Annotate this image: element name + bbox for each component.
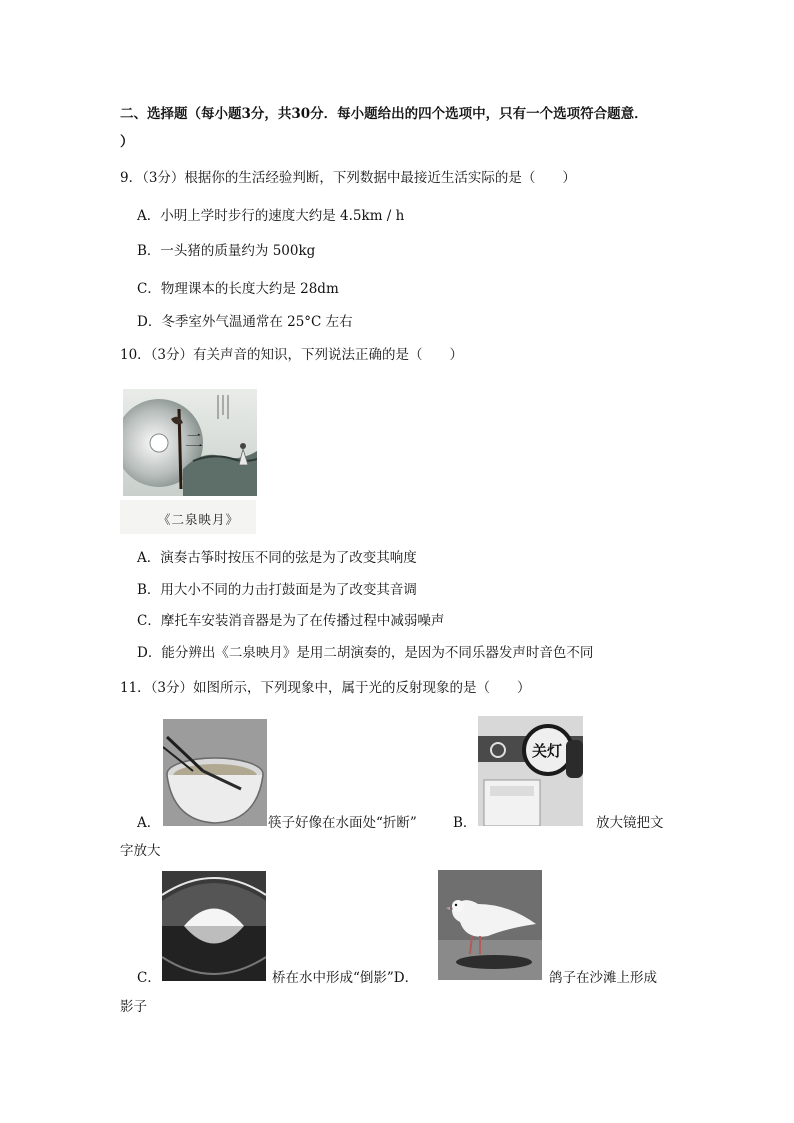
section-header-continuation: ） [120,134,134,150]
image-caption: 《二泉映月》 [158,512,240,527]
q9-option-a: A．小明上学时步行的速度大约是 4.5km / h [137,208,405,224]
q10-stem: 10．（3分）有关声音的知识，下列说法正确的是（ ） [120,347,464,363]
q9-option-b: B．一头猪的质量约为 500kg [137,243,316,259]
q10-option-d: D．能分辨出《二泉映月》是用二胡演奏的，是因为不同乐器发声时音色不同 [137,645,594,661]
bridge-reflection-image [162,871,266,981]
dove-shadow-image [438,870,542,980]
q11-option-b-continuation: 字放大 [120,843,161,859]
q11-stem: 11．（3分）如图所示，下列现象中，属于光的反射现象的是（ ） [120,680,531,696]
chopsticks-bowl-image [163,719,267,826]
q11-option-c-label: C． [137,970,161,986]
q11-option-a-text: 筷子好像在水面处“折断” [268,815,417,831]
svg-text:二: 二 [185,431,203,452]
q9-stem: 9．（3分）根据你的生活经验判断，下列数据中最接近生活实际的是（ ） [120,170,576,186]
q11-option-c-text: 桥在水中形成“倒影”D． [272,970,419,986]
q10-option-b: B．用大小不同的力击打鼓面是为了改变其音调 [137,582,417,598]
q11-option-b-text: 放大镜把文 [596,815,664,831]
q10-option-a: A．演奏古筝时按压不同的弦是为了改变其响度 [137,550,417,566]
q9-option-d: D．冬季室外气温通常在 25°C 左右 [137,314,353,330]
magnifier-label: 关灯 [532,742,563,760]
q9-option-c: C．物理课本的长度大约是 28dm [137,281,339,297]
q11-option-d-continuation: 影子 [120,999,147,1015]
section-header: 二、选择题（每小题3分，共30分．每小题给出的四个选项中，只有一个选项符合题意． [120,106,648,122]
erquan-yingyue-image [123,389,257,496]
q11-option-b-label: B． [453,815,477,831]
q11-option-a-label: A． [137,815,161,831]
q11-option-d-text: 鸽子在沙滩上形成 [549,970,657,986]
q10-option-c: C．摩托车安装消音器是为了在传播过程中减弱噪声 [137,613,445,629]
magnifier-image [478,716,583,826]
